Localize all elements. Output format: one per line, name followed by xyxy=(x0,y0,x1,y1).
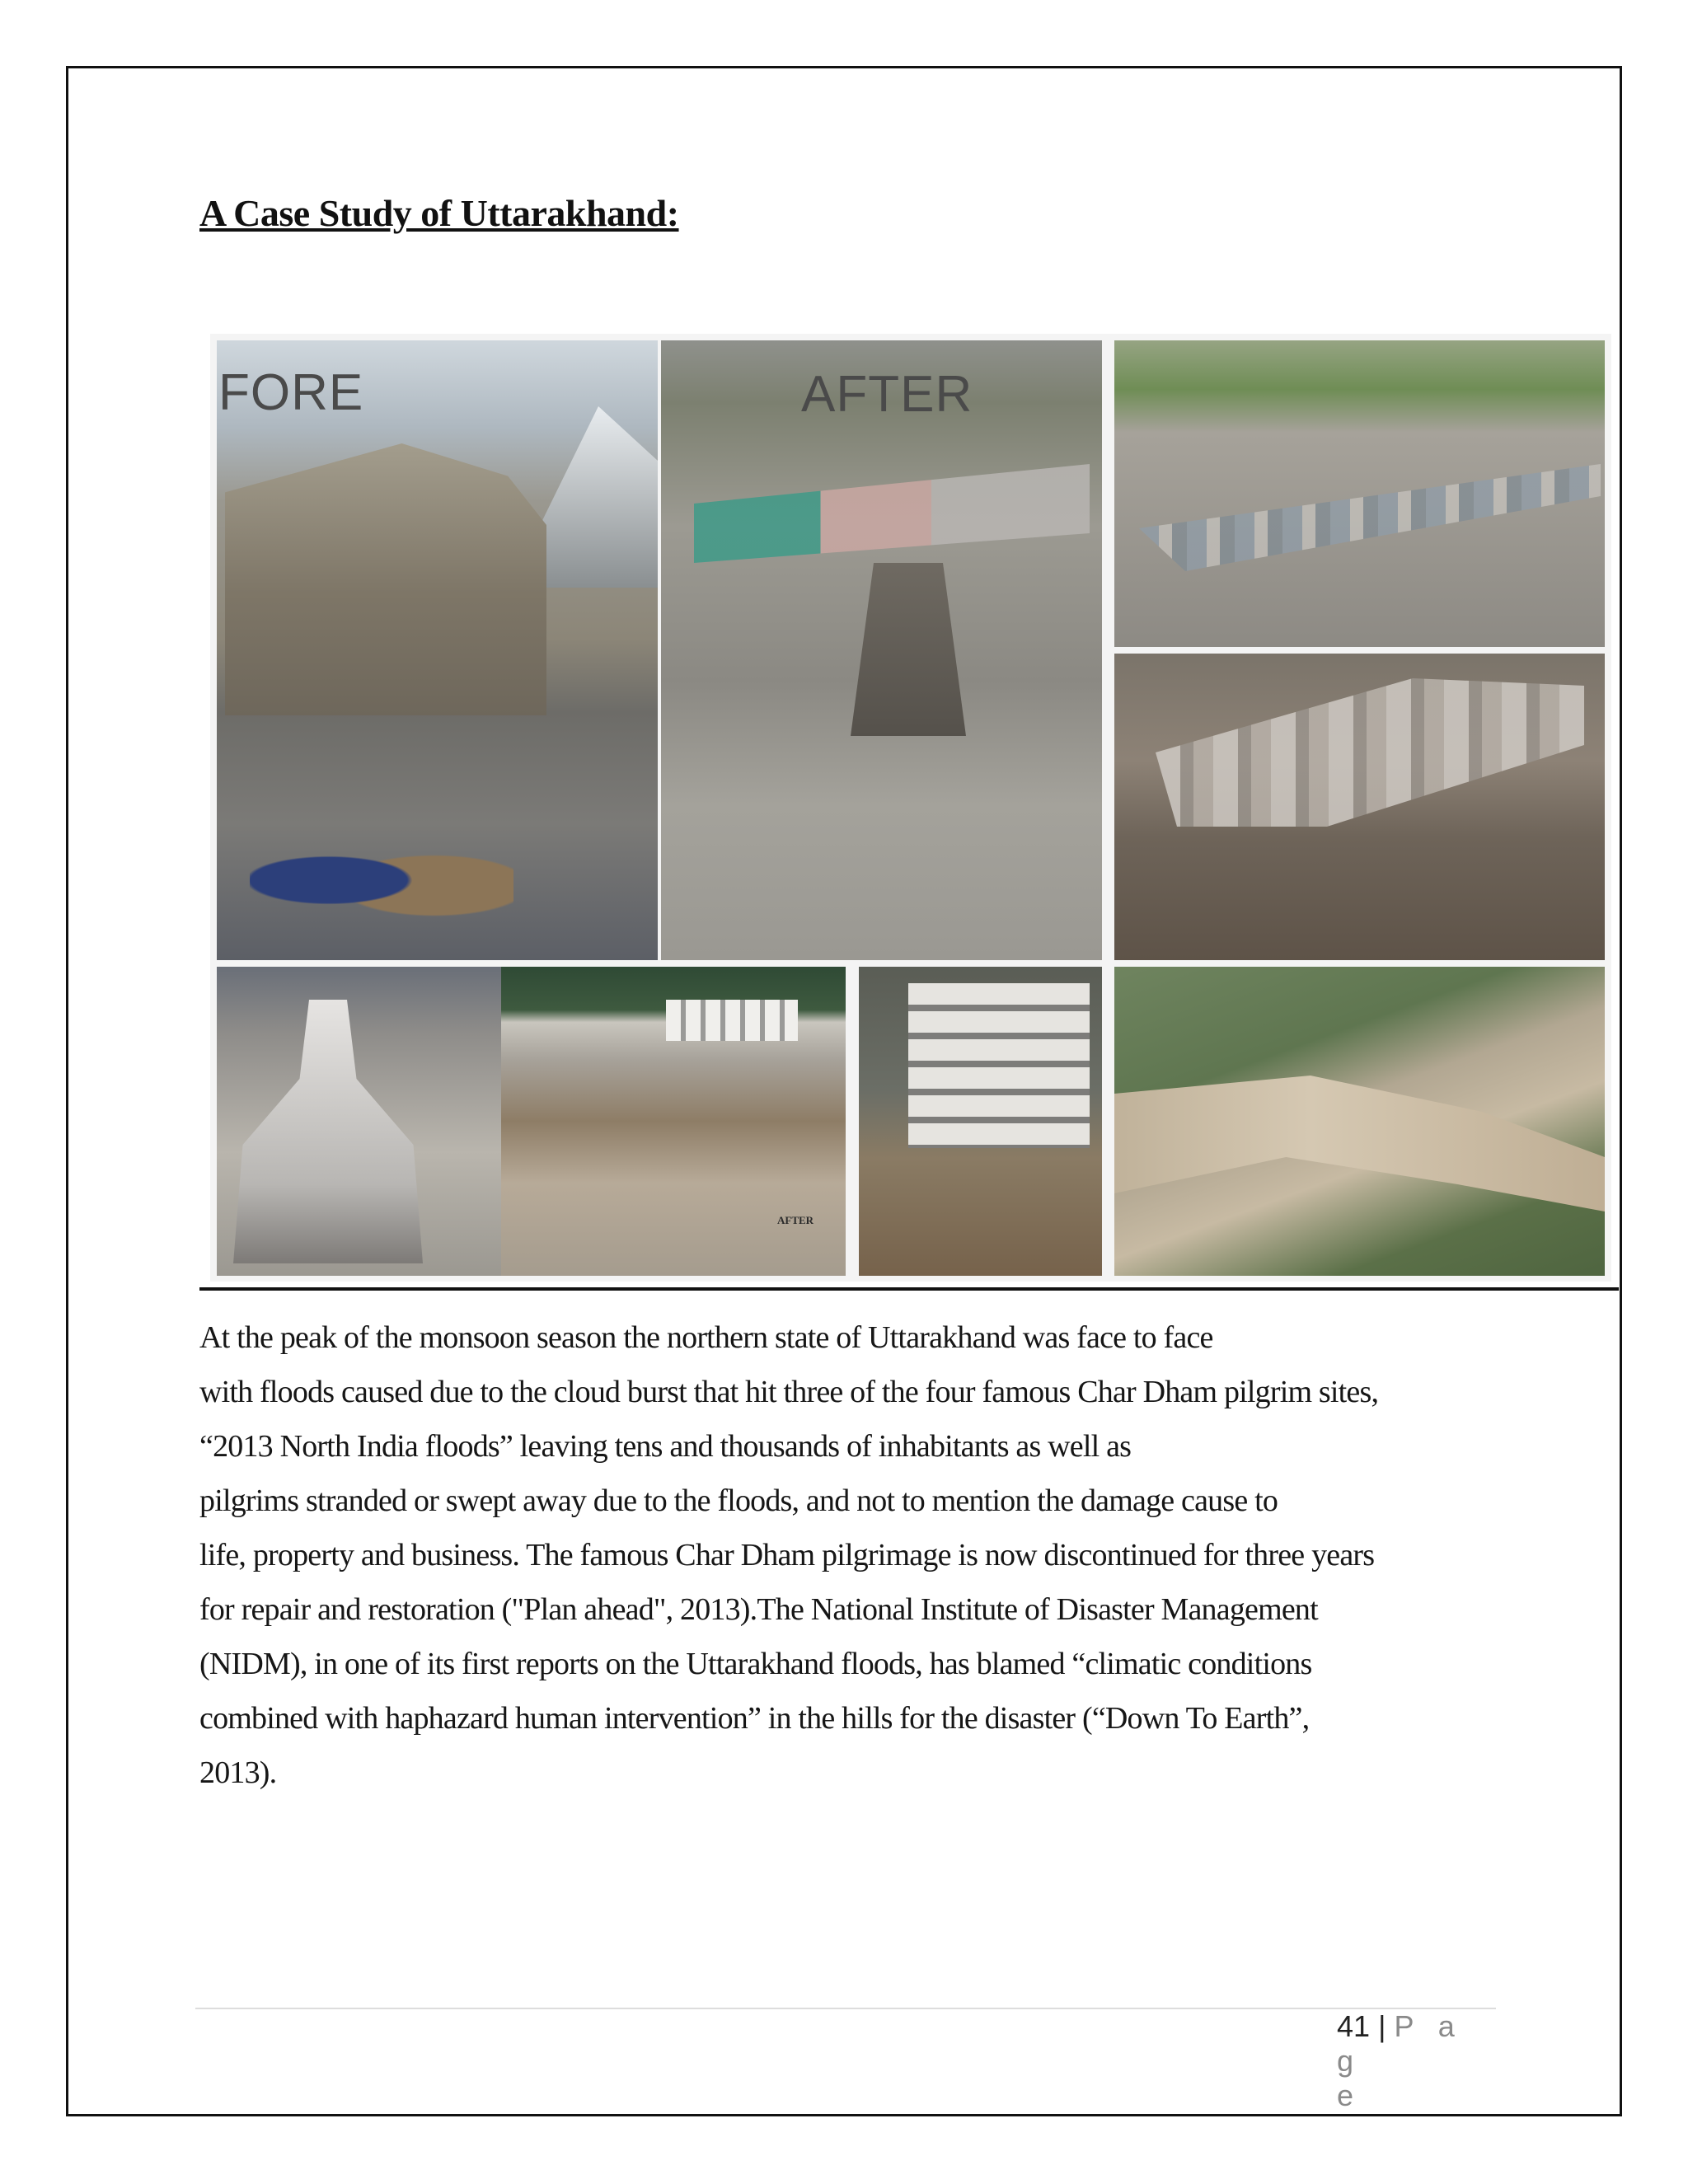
kedarnath-temple-before-photo xyxy=(217,340,658,960)
pilgrims-shape xyxy=(250,827,513,934)
paragraph-line: 2013). xyxy=(199,1755,277,1790)
page-number-footer xyxy=(1337,2009,1502,2113)
aerial-river-photo xyxy=(1114,967,1605,1276)
page-label-wrap: e xyxy=(1337,2079,1362,2112)
body-paragraph xyxy=(199,1310,1485,1800)
hotel-building-shape xyxy=(908,983,1090,1148)
shiva-statue-photo xyxy=(217,967,501,1276)
submerged-river-photo xyxy=(501,967,846,1276)
flooded-hotel-photo xyxy=(859,967,1102,1276)
paragraph-line: pilgrims stranded or swept away due to the floods, and not to mention the damage cause to xyxy=(199,1483,1278,1518)
paragraph-line: with floods caused due to the cloud burst that hit three of the four famous Char Dham pilgrim sites, xyxy=(199,1375,1379,1409)
paragraph-line: (NIDM), in one of its first reports on the Uttarakhand floods, has blamed “climatic conditions xyxy=(199,1647,1312,1681)
footer-divider xyxy=(195,2008,1496,2009)
paragraph-line: combined with haphazard human intervention” in the hills for the disaster (“Down To Earth”, xyxy=(199,1701,1310,1736)
river-after-tag: AFTER xyxy=(777,1214,814,1226)
before-caption: FORE xyxy=(218,364,364,421)
buildings-shape xyxy=(1156,678,1584,827)
paragraph-line: for repair and restoration ("Plan ahead", 2013).The National Institute of Disaster Management xyxy=(199,1592,1318,1627)
paragraph-line: At the peak of the monsoon season the northern state of Uttarakhand was face to face xyxy=(199,1320,1213,1355)
paragraph-line: life, property and business. The famous Char Dham pilgrimage is now discontinued for three years xyxy=(199,1538,1375,1572)
page-label: P a g xyxy=(1337,2009,1463,2078)
after-caption: AFTER xyxy=(801,366,973,423)
temple-shape xyxy=(225,443,546,715)
kedarnath-temple-after-photo xyxy=(661,340,1102,960)
paragraph-line: “2013 North India floods” leaving tens and thousands of inhabitants as well as xyxy=(199,1429,1132,1464)
page-heading: A Case Study of Uttarakhand: xyxy=(199,192,679,234)
flood-photo-collage xyxy=(210,334,1611,1282)
damaged-roofs-shape xyxy=(694,464,1090,563)
page-number: 41 xyxy=(1337,2009,1371,2043)
shrine-shape xyxy=(851,563,966,736)
riverside-building-shape xyxy=(666,1000,798,1041)
river-channel-shape xyxy=(1114,1057,1605,1239)
collapsed-buildings-photo xyxy=(1114,654,1605,960)
page-separator: | xyxy=(1378,2009,1386,2043)
statue-shape xyxy=(233,1000,423,1263)
collage-divider xyxy=(199,1287,1619,1291)
houses-shape xyxy=(1139,464,1601,571)
valley-debris-photo xyxy=(1114,340,1605,647)
